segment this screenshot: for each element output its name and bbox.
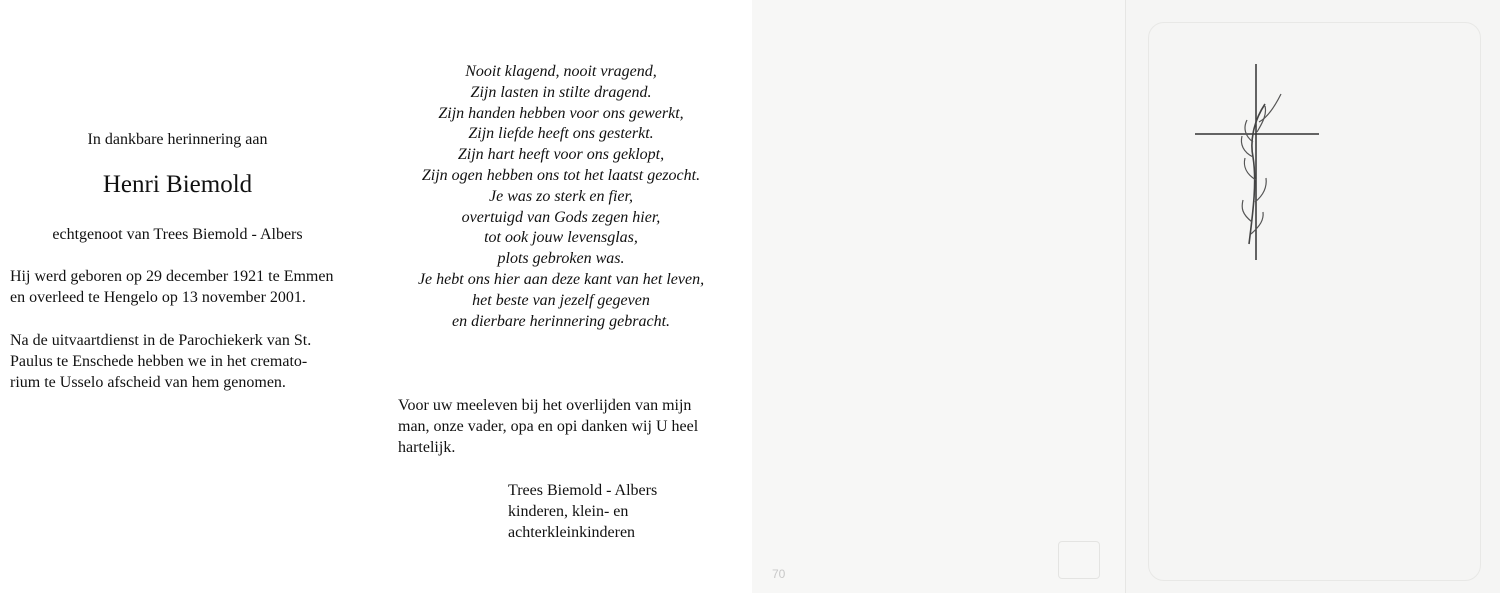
paragraph-line: en overleed te Hengelo op 13 november 2001.: [10, 289, 306, 306]
funeral-service-paragraph: [10, 330, 355, 393]
embossed-logo-icon: [1058, 541, 1100, 579]
poem-line: Je hebt ons hier aan deze kant van het leven,: [417, 270, 705, 288]
paragraph-line: Voor uw meeleven bij het overlijden van mijn: [398, 397, 692, 414]
poem-line: Zijn hart heeft voor ons geklopt,: [457, 146, 665, 164]
signature-block: [508, 480, 748, 543]
poem-and-thanks-panel: [380, 0, 752, 593]
poem-line: Zijn liefde heeft ons gesterkt.: [468, 125, 654, 143]
spouse-line: echtgenoot van Trees Biemold - Albers: [52, 226, 303, 243]
paragraph-line: Na de uitvaartdienst in de Parochiekerk van St.: [10, 332, 312, 349]
cross-with-palm-branch-icon: [1193, 62, 1323, 262]
poem-line: Zijn handen hebben voor ons gewerkt,: [438, 104, 684, 122]
signature-line: Trees Biemold - Albers: [508, 482, 658, 499]
poem-line: overtuigd van Gods zegen hier,: [461, 208, 661, 226]
poem-line: tot ook jouw levensglas,: [484, 229, 638, 247]
paragraph-line: man, onze vader, opa en opi danken wij U heel: [398, 417, 699, 435]
poem-line: Nooit klagend, nooit vragend,: [465, 63, 657, 80]
paragraph-line: rium te Usselo afscheid van hem genomen.: [10, 374, 286, 391]
poem-line: Je was zo sterk en fier,: [489, 187, 633, 205]
birth-death-paragraph: [10, 266, 355, 308]
intro-line: In dankbare herinnering aan: [87, 131, 268, 148]
page-number: 70: [772, 567, 786, 581]
thanks-paragraph: [398, 396, 743, 458]
paragraph-line: Paulus te Enschede hebben we in het cremato-: [10, 353, 308, 370]
paragraph-line: Hij werd geboren op 29 december 1921 te Emmen: [10, 268, 334, 285]
poem: [380, 62, 742, 332]
poem-line: het beste van jezelf gegeven: [472, 291, 650, 309]
signature-line: achterkleinkinderen: [508, 524, 636, 541]
poem-line: Zijn lasten in stilte dragend.: [470, 83, 652, 101]
paragraph-line: hartelijk.: [398, 438, 456, 456]
poem-line: Zijn ogen hebben ons tot het laatst gezocht.: [421, 166, 701, 184]
poem-line: en dierbare herinnering gebracht.: [451, 312, 671, 330]
deceased-name: Henri Biemold: [102, 171, 253, 198]
card-back-panel: [752, 0, 1125, 593]
memorial-text-panel: [0, 0, 380, 593]
signature-line: kinderen, klein- en: [508, 503, 629, 520]
card-front-panel: [1125, 0, 1500, 593]
poem-line: plots gebroken was.: [497, 250, 625, 268]
